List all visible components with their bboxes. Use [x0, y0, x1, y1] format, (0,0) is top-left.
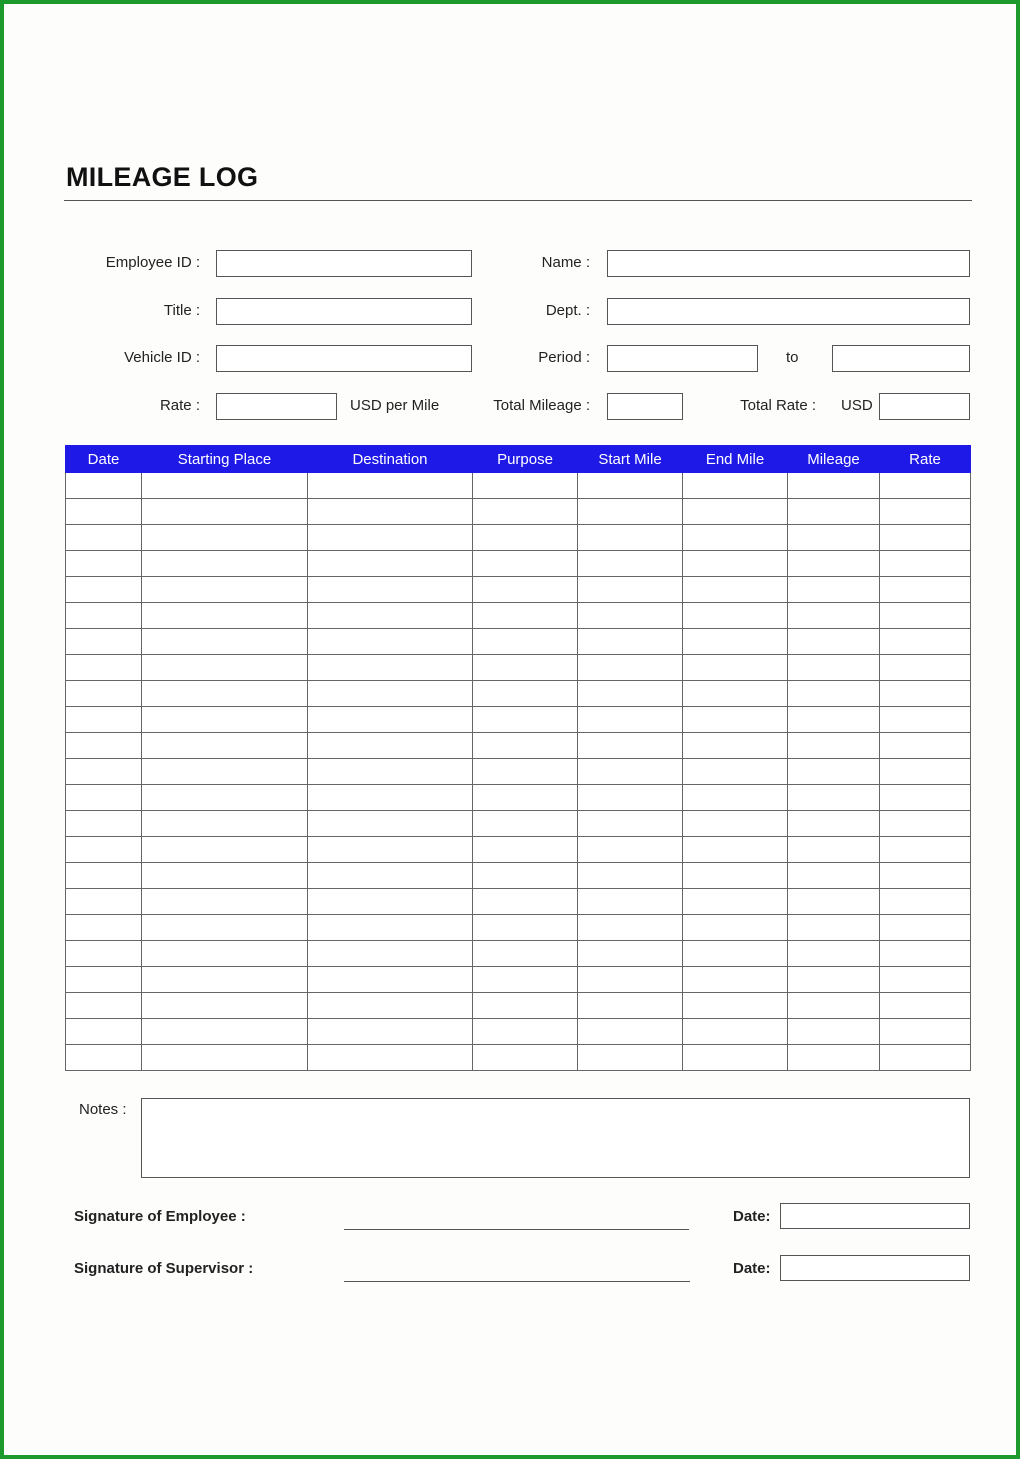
table-cell[interactable]: [473, 525, 578, 551]
table-cell[interactable]: [880, 629, 971, 655]
table-cell[interactable]: [788, 473, 880, 499]
table-cell[interactable]: [142, 707, 308, 733]
table-cell[interactable]: [473, 499, 578, 525]
table-row: [66, 707, 971, 733]
table-cell[interactable]: [788, 837, 880, 863]
table-cell[interactable]: [473, 1045, 578, 1071]
dept-field[interactable]: [607, 298, 970, 325]
table-cell[interactable]: [880, 811, 971, 837]
notes-field[interactable]: [141, 1098, 970, 1178]
table-cell[interactable]: [473, 941, 578, 967]
table-cell[interactable]: [578, 499, 683, 525]
col-header-purpose: Purpose: [473, 446, 578, 473]
table-cell[interactable]: [308, 785, 473, 811]
table-cell[interactable]: [683, 759, 788, 785]
table-row: [66, 785, 971, 811]
table-cell[interactable]: [142, 811, 308, 837]
table-cell[interactable]: [578, 967, 683, 993]
table-row: [66, 863, 971, 889]
table-cell[interactable]: [308, 577, 473, 603]
total-rate-field[interactable]: [879, 393, 970, 420]
table-cell[interactable]: [880, 681, 971, 707]
table-cell[interactable]: [578, 551, 683, 577]
table-cell[interactable]: [66, 1019, 142, 1045]
table-cell[interactable]: [142, 941, 308, 967]
table-cell[interactable]: [578, 837, 683, 863]
table-row: [66, 1045, 971, 1071]
table-cell[interactable]: [880, 473, 971, 499]
table-cell[interactable]: [142, 733, 308, 759]
rate-label: Rate :: [159, 397, 200, 414]
table-cell[interactable]: [66, 551, 142, 577]
table-cell[interactable]: [788, 707, 880, 733]
total-rate-label: Total Rate :: [740, 397, 816, 414]
table-cell[interactable]: [142, 629, 308, 655]
table-row: [66, 759, 971, 785]
table-cell[interactable]: [683, 967, 788, 993]
table-cell[interactable]: [578, 629, 683, 655]
employee-date-field[interactable]: [780, 1203, 970, 1229]
table-cell[interactable]: [578, 759, 683, 785]
table-cell[interactable]: [880, 1019, 971, 1045]
table-cell[interactable]: [142, 889, 308, 915]
table-cell[interactable]: [683, 629, 788, 655]
table-cell[interactable]: [142, 759, 308, 785]
table-row: [66, 551, 971, 577]
table-cell[interactable]: [683, 1045, 788, 1071]
table-row: [66, 811, 971, 837]
name-field[interactable]: [607, 250, 970, 277]
table-cell[interactable]: [880, 499, 971, 525]
table-cell[interactable]: [880, 603, 971, 629]
employee-signature-label: Signature of Employee :: [74, 1208, 246, 1225]
table-cell[interactable]: [788, 577, 880, 603]
rate-unit-label: USD per Mile: [350, 397, 440, 414]
table-cell[interactable]: [880, 577, 971, 603]
table-cell[interactable]: [788, 603, 880, 629]
table-row: [66, 499, 971, 525]
table-cell[interactable]: [788, 889, 880, 915]
table-cell[interactable]: [308, 1019, 473, 1045]
table-cell[interactable]: [66, 681, 142, 707]
table-cell[interactable]: [578, 577, 683, 603]
table-cell[interactable]: [578, 1019, 683, 1045]
table-cell[interactable]: [788, 655, 880, 681]
table-row: [66, 577, 971, 603]
table-cell[interactable]: [578, 603, 683, 629]
table-cell[interactable]: [880, 655, 971, 681]
table-cell[interactable]: [308, 759, 473, 785]
table-cell[interactable]: [142, 577, 308, 603]
table-cell[interactable]: [788, 1019, 880, 1045]
table-cell[interactable]: [683, 993, 788, 1019]
table-cell[interactable]: [473, 473, 578, 499]
table-row: [66, 889, 971, 915]
period-label: Period :: [538, 349, 590, 366]
period-end-field[interactable]: [832, 345, 970, 372]
supervisor-signature-line[interactable]: [344, 1281, 690, 1282]
table-cell[interactable]: [473, 603, 578, 629]
table-cell[interactable]: [308, 889, 473, 915]
table-cell[interactable]: [473, 655, 578, 681]
table-cell[interactable]: [142, 863, 308, 889]
table-cell[interactable]: [66, 759, 142, 785]
table-cell[interactable]: [788, 785, 880, 811]
table-cell[interactable]: [308, 551, 473, 577]
table-cell[interactable]: [473, 837, 578, 863]
table-cell[interactable]: [683, 915, 788, 941]
table-cell[interactable]: [788, 551, 880, 577]
table-cell[interactable]: [578, 733, 683, 759]
table-cell[interactable]: [66, 941, 142, 967]
table-cell[interactable]: [683, 655, 788, 681]
period-to-label: to: [786, 349, 799, 366]
table-cell[interactable]: [66, 733, 142, 759]
table-cell[interactable]: [473, 577, 578, 603]
name-label: Name :: [541, 254, 590, 271]
table-cell[interactable]: [683, 733, 788, 759]
table-cell[interactable]: [308, 473, 473, 499]
table-cell[interactable]: [578, 811, 683, 837]
table-cell[interactable]: [308, 811, 473, 837]
table-cell[interactable]: [142, 1019, 308, 1045]
table-cell[interactable]: [578, 863, 683, 889]
table-cell[interactable]: [66, 707, 142, 733]
table-row: [66, 733, 971, 759]
table-body: [66, 473, 971, 1071]
table-row: [66, 915, 971, 941]
table-cell[interactable]: [66, 655, 142, 681]
table-cell[interactable]: [473, 863, 578, 889]
table-cell[interactable]: [578, 681, 683, 707]
table-cell[interactable]: [66, 629, 142, 655]
table-cell[interactable]: [66, 993, 142, 1019]
notes-label: Notes :: [79, 1101, 127, 1118]
table-row: [66, 967, 971, 993]
table-cell[interactable]: [683, 941, 788, 967]
table-cell[interactable]: [142, 525, 308, 551]
table-cell[interactable]: [473, 993, 578, 1019]
table-cell[interactable]: [788, 1045, 880, 1071]
table-cell[interactable]: [66, 811, 142, 837]
col-header-end-mile: End Mile: [683, 446, 788, 473]
table-row: [66, 629, 971, 655]
total-mileage-label: Total Mileage :: [493, 397, 590, 414]
table-cell[interactable]: [788, 733, 880, 759]
table-cell[interactable]: [473, 707, 578, 733]
table-cell[interactable]: [880, 915, 971, 941]
table-cell[interactable]: [578, 785, 683, 811]
table-cell[interactable]: [788, 681, 880, 707]
table-cell[interactable]: [880, 889, 971, 915]
table-cell[interactable]: [142, 551, 308, 577]
supervisor-date-field[interactable]: [780, 1255, 970, 1281]
table-cell[interactable]: [578, 525, 683, 551]
table-cell[interactable]: [880, 941, 971, 967]
table-cell[interactable]: [788, 759, 880, 785]
title-field[interactable]: [216, 298, 472, 325]
table-cell[interactable]: [142, 915, 308, 941]
total-mileage-field[interactable]: [607, 393, 683, 420]
table-cell[interactable]: [788, 863, 880, 889]
col-header-starting-place: Starting Place: [142, 446, 308, 473]
table-cell[interactable]: [473, 681, 578, 707]
table-cell[interactable]: [473, 811, 578, 837]
table-cell[interactable]: [788, 499, 880, 525]
employee-signature-line[interactable]: [344, 1229, 689, 1230]
table-cell[interactable]: [66, 499, 142, 525]
table-cell[interactable]: [683, 785, 788, 811]
table-cell[interactable]: [880, 993, 971, 1019]
table-cell[interactable]: [788, 941, 880, 967]
table-cell[interactable]: [66, 603, 142, 629]
table-cell[interactable]: [578, 655, 683, 681]
table-cell[interactable]: [578, 473, 683, 499]
table-cell[interactable]: [308, 993, 473, 1019]
table-cell[interactable]: [683, 681, 788, 707]
table-row: [66, 525, 971, 551]
table-cell[interactable]: [788, 967, 880, 993]
table-cell[interactable]: [473, 785, 578, 811]
table-cell[interactable]: [142, 499, 308, 525]
table-cell[interactable]: [66, 837, 142, 863]
table-cell[interactable]: [473, 967, 578, 993]
table-cell[interactable]: [788, 811, 880, 837]
table-cell[interactable]: [683, 525, 788, 551]
vehicle-id-label: Vehicle ID :: [124, 349, 200, 366]
employee-id-field[interactable]: [216, 250, 472, 277]
table-cell[interactable]: [683, 889, 788, 915]
table-cell[interactable]: [880, 863, 971, 889]
col-header-destination: Destination: [308, 446, 473, 473]
table-row: [66, 837, 971, 863]
table-cell[interactable]: [880, 785, 971, 811]
table-cell[interactable]: [308, 499, 473, 525]
table-cell[interactable]: [683, 551, 788, 577]
table-cell[interactable]: [66, 785, 142, 811]
title-divider: [64, 200, 972, 201]
table-cell[interactable]: [142, 681, 308, 707]
mileage-log-table: [65, 445, 971, 1071]
table-cell[interactable]: [473, 915, 578, 941]
table-cell[interactable]: [880, 525, 971, 551]
table-cell[interactable]: [308, 967, 473, 993]
supervisor-date-label: Date:: [733, 1260, 771, 1277]
table-cell[interactable]: [66, 863, 142, 889]
col-header-date: Date: [66, 446, 142, 473]
table-cell[interactable]: [788, 993, 880, 1019]
table-cell[interactable]: [308, 733, 473, 759]
table-cell[interactable]: [66, 915, 142, 941]
table-cell[interactable]: [142, 603, 308, 629]
table-cell[interactable]: [880, 759, 971, 785]
table-cell[interactable]: [142, 655, 308, 681]
table-cell[interactable]: [578, 707, 683, 733]
table-cell[interactable]: [308, 863, 473, 889]
table-cell[interactable]: [473, 551, 578, 577]
table-cell[interactable]: [308, 1045, 473, 1071]
table-cell[interactable]: [66, 577, 142, 603]
dept-label: Dept. :: [545, 302, 590, 319]
period-start-field[interactable]: [607, 345, 758, 372]
table-cell[interactable]: [578, 1045, 683, 1071]
title-label: Title :: [163, 302, 200, 319]
table-cell[interactable]: [683, 837, 788, 863]
table-row: [66, 473, 971, 499]
table-cell[interactable]: [308, 629, 473, 655]
table-cell[interactable]: [683, 499, 788, 525]
table-row: [66, 1019, 971, 1045]
table-cell[interactable]: [683, 473, 788, 499]
supervisor-signature-label: Signature of Supervisor :: [74, 1260, 254, 1277]
table-cell[interactable]: [880, 837, 971, 863]
table-cell[interactable]: [142, 785, 308, 811]
rate-field[interactable]: [216, 393, 337, 420]
table-cell[interactable]: [473, 759, 578, 785]
table-cell[interactable]: [788, 629, 880, 655]
table-cell[interactable]: [683, 811, 788, 837]
table-row: [66, 603, 971, 629]
table-cell[interactable]: [308, 525, 473, 551]
table-cell[interactable]: [308, 941, 473, 967]
table-cell[interactable]: [66, 473, 142, 499]
table-cell[interactable]: [142, 1045, 308, 1071]
table-cell[interactable]: [308, 603, 473, 629]
table-cell[interactable]: [473, 1019, 578, 1045]
col-header-rate: Rate: [880, 446, 971, 473]
table-cell[interactable]: [308, 837, 473, 863]
total-rate-unit-label: USD: [841, 397, 873, 414]
col-header-start-mile: Start Mile: [578, 446, 683, 473]
table-row: [66, 681, 971, 707]
table-cell[interactable]: [142, 837, 308, 863]
table-cell[interactable]: [66, 889, 142, 915]
table-cell[interactable]: [683, 707, 788, 733]
table-cell[interactable]: [578, 993, 683, 1019]
table-cell[interactable]: [473, 629, 578, 655]
table-cell[interactable]: [578, 915, 683, 941]
table-cell[interactable]: [473, 889, 578, 915]
table-cell[interactable]: [66, 967, 142, 993]
form-title: MILEAGE LOG: [66, 162, 259, 192]
table-cell[interactable]: [66, 525, 142, 551]
table-cell[interactable]: [142, 473, 308, 499]
table-cell[interactable]: [880, 733, 971, 759]
table-cell[interactable]: [683, 1019, 788, 1045]
table-cell[interactable]: [308, 681, 473, 707]
employee-date-label: Date:: [733, 1208, 771, 1225]
table-row: [66, 655, 971, 681]
table-cell[interactable]: [788, 525, 880, 551]
table-cell[interactable]: [142, 993, 308, 1019]
col-header-mileage: Mileage: [788, 446, 880, 473]
table-cell[interactable]: [880, 551, 971, 577]
table-cell[interactable]: [308, 707, 473, 733]
table-cell[interactable]: [473, 733, 578, 759]
table-cell[interactable]: [308, 655, 473, 681]
table-cell[interactable]: [578, 941, 683, 967]
table-cell[interactable]: [880, 967, 971, 993]
employee-id-label: Employee ID :: [105, 254, 200, 271]
table-cell[interactable]: [308, 915, 473, 941]
table-cell[interactable]: [66, 1045, 142, 1071]
table-cell[interactable]: [788, 915, 880, 941]
table-row: [66, 993, 971, 1019]
table-cell[interactable]: [683, 863, 788, 889]
table-header-row: [66, 446, 971, 473]
table-cell[interactable]: [578, 889, 683, 915]
table-cell[interactable]: [880, 707, 971, 733]
vehicle-id-field[interactable]: [216, 345, 472, 372]
table-cell[interactable]: [880, 1045, 971, 1071]
table-cell[interactable]: [142, 967, 308, 993]
table-row: [66, 941, 971, 967]
table-cell[interactable]: [683, 603, 788, 629]
table-cell[interactable]: [683, 577, 788, 603]
